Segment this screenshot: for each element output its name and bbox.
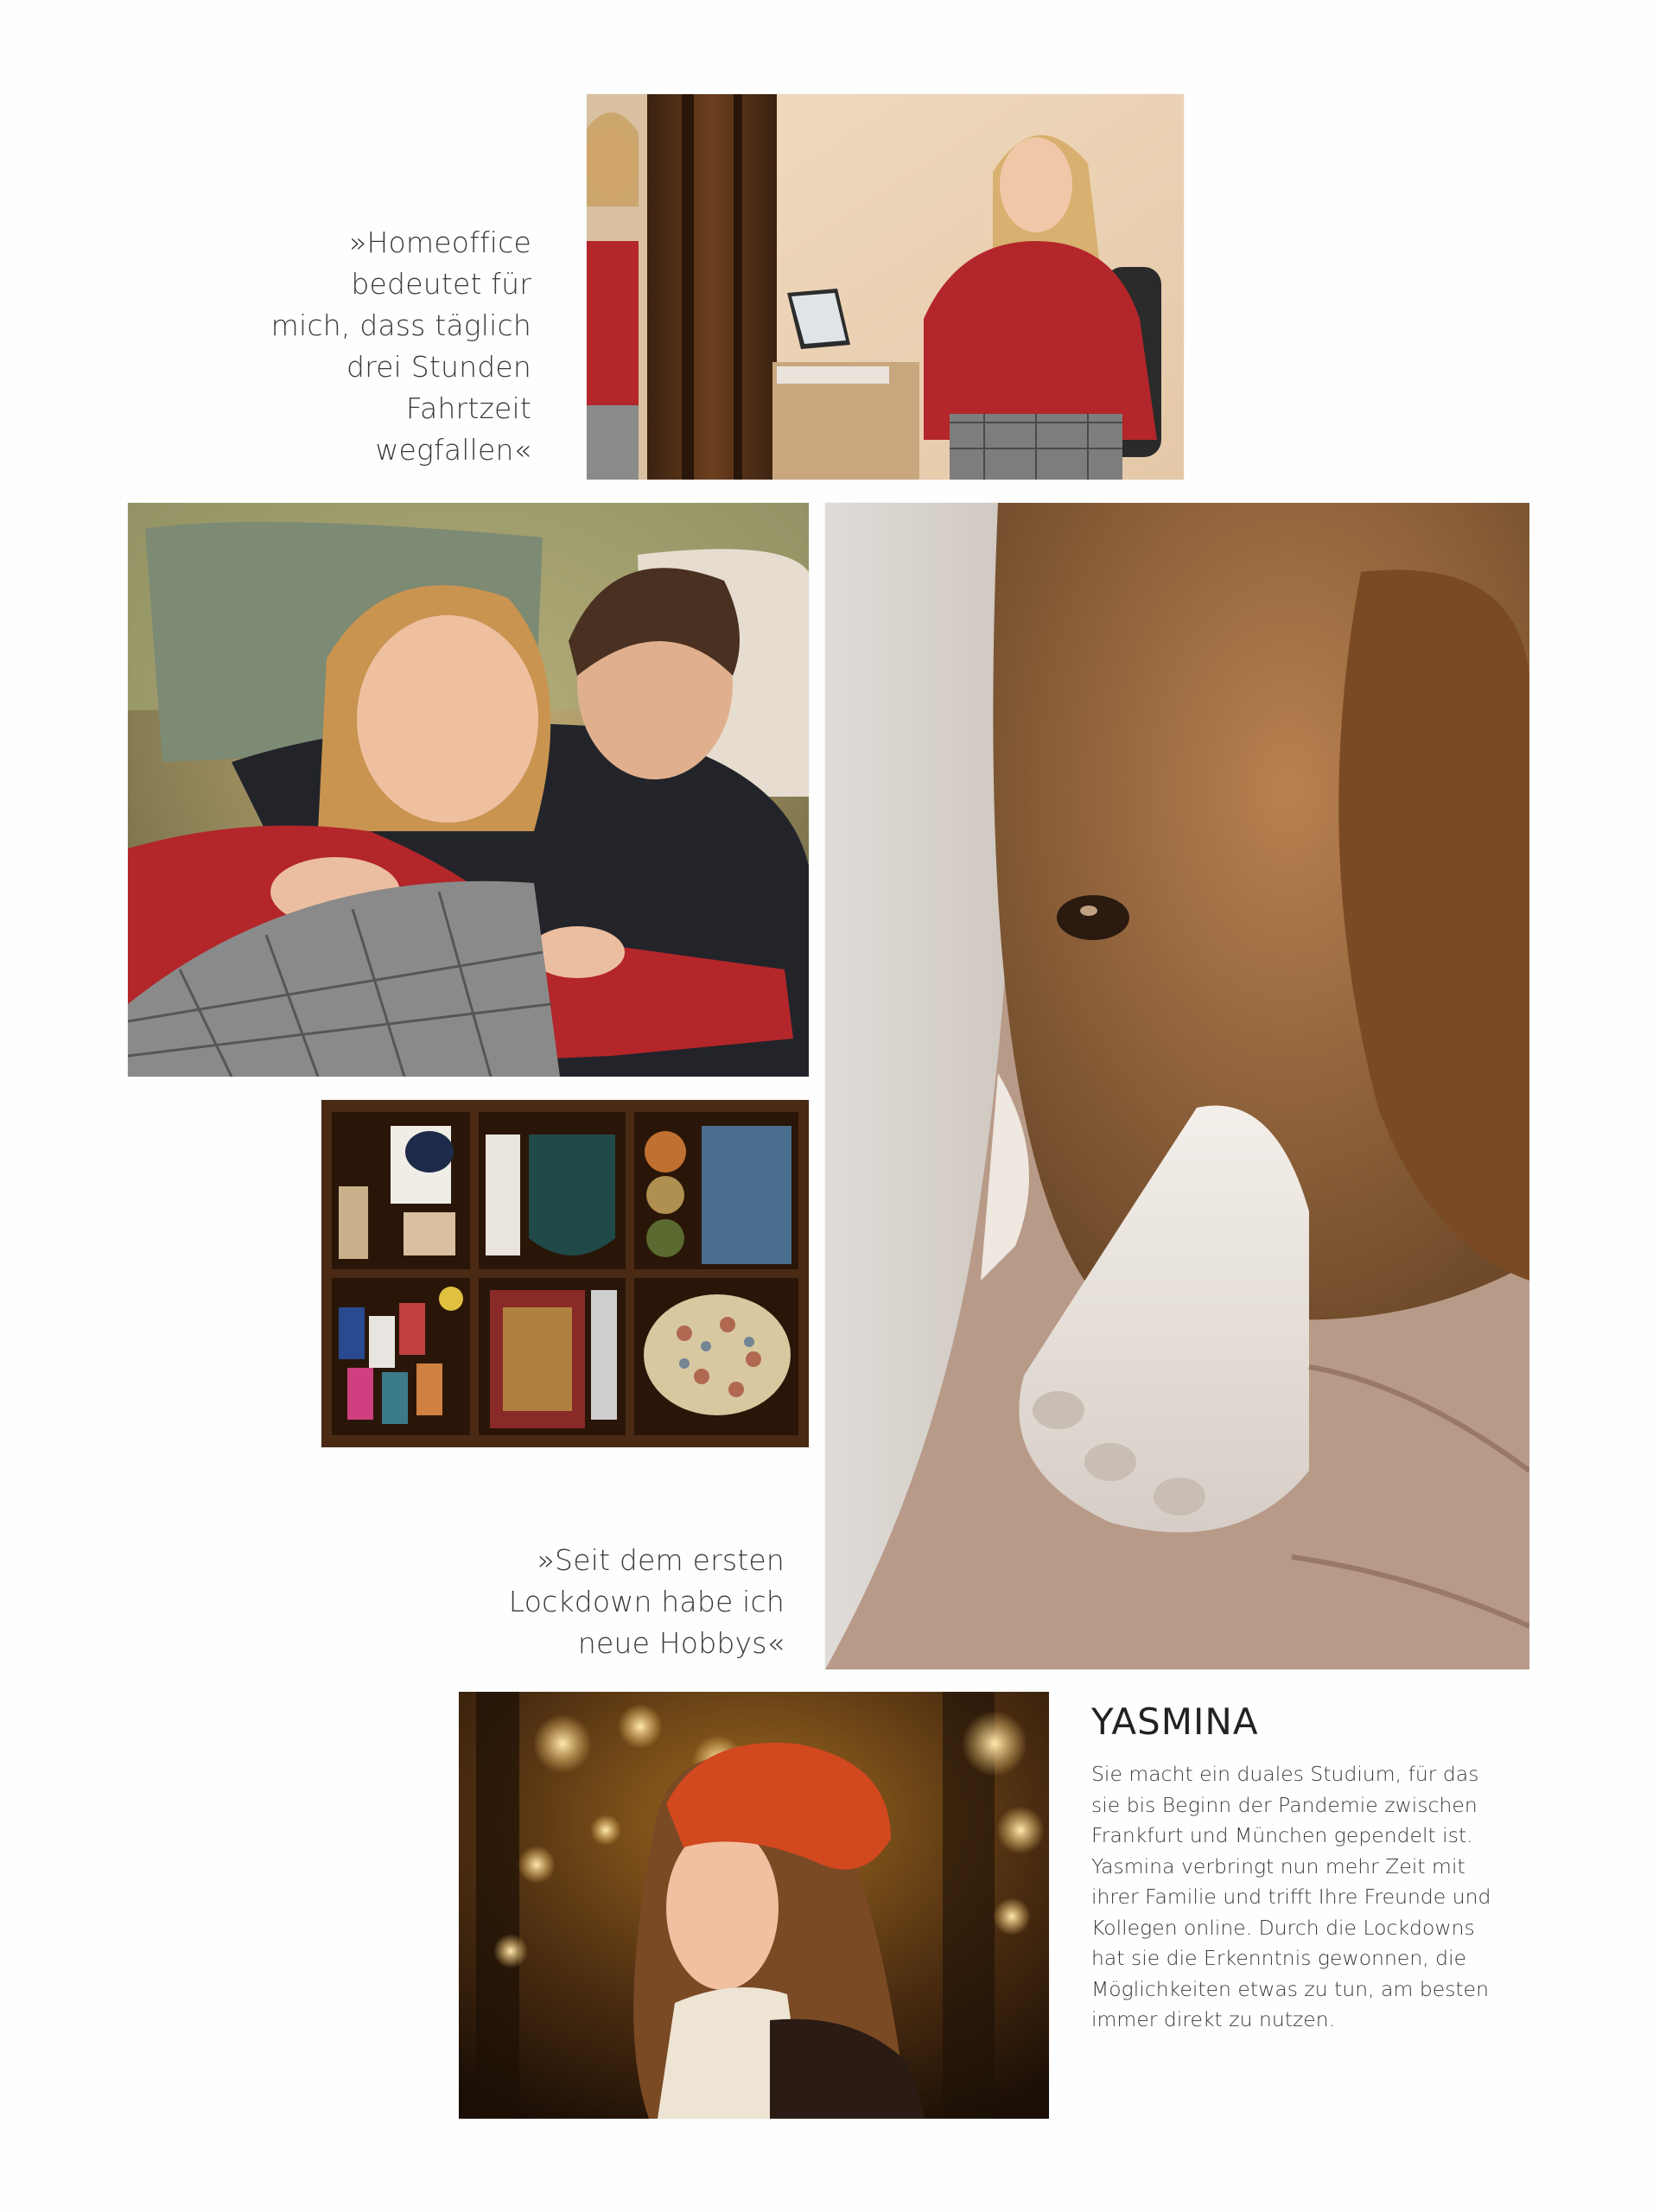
photo-night-portrait — [459, 1692, 1049, 2119]
profile-line: Möglichkeiten etwas zu tun, am besten — [1091, 1976, 1490, 2001]
profile-line: immer direkt zu nutzen. — [1091, 2007, 1336, 2031]
profile-line: Kollegen online. Durch die Lockdowns — [1091, 1915, 1475, 1940]
photo-couple-on-couch — [128, 503, 809, 1077]
quote-line: »Homeoffice — [349, 226, 531, 259]
quote-line: Lockdown habe ich — [508, 1585, 785, 1618]
quote-line: »Seit dem ersten — [537, 1543, 785, 1577]
quote-line: mich, dass täglich — [270, 308, 531, 342]
quote-line: drei Stunden — [346, 350, 531, 384]
profile-line: Yasmina verbringt nun mehr Zeit mit — [1091, 1853, 1465, 1878]
quote-line: neue Hobbys« — [577, 1626, 785, 1660]
photo-dog-closeup — [825, 503, 1529, 1669]
photo-woman-at-desk — [587, 94, 1184, 480]
profile-line: ihrer Familie und trifft Ihre Freunde und — [1091, 1885, 1491, 1909]
profile-line: Frankfurt und München gependelt ist. — [1091, 1823, 1473, 1847]
photo-sewing-box — [321, 1100, 809, 1447]
quote-line: wegfallen« — [375, 433, 531, 467]
profile-name: YASMINA — [1091, 1700, 1259, 1743]
profile-description — [1091, 1759, 1523, 2036]
quote-homeoffice — [225, 222, 531, 471]
quote-line: bedeutet für — [351, 267, 531, 301]
profile-line: hat sie die Erkenntnis gewonnen, die — [1091, 1946, 1467, 1970]
quote-line: Fahrtzeit — [405, 391, 531, 425]
quote-hobbys — [467, 1540, 785, 1664]
profile-line: sie bis Beginn der Pandemie zwischen — [1091, 1792, 1478, 1817]
profile-line: Sie macht ein duales Studium, für das — [1091, 1762, 1479, 1786]
